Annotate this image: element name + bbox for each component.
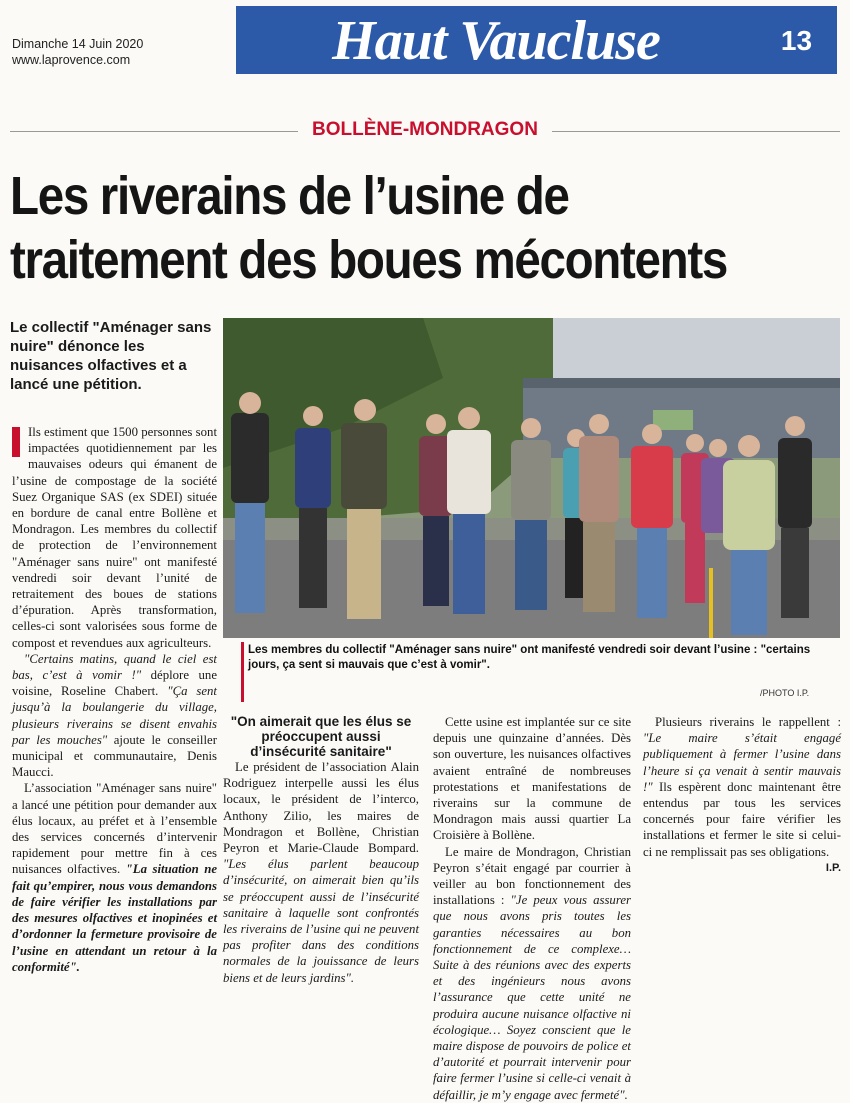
body-paragraph-5: Cette usine est implantée sur ce site depuis une quinzaine d’années. Dès son ouverture, les nuisances olfactives avaient entraîné de nombreuses protestations et manifestations de riverains sur la commune de Mondragon mais aussi quartier La Croisière à Bollène.: [433, 715, 631, 843]
lead-paragraph: Le collectif "Aménager sans nuire" dénonce les nuisances olfactives et a lancé une pétition.: [10, 319, 212, 393]
article-photo: [223, 318, 840, 638]
website-link[interactable]: www.laprovence.com: [12, 53, 131, 67]
body-paragraph-6: [433, 844, 631, 1103]
body-column-3: [433, 714, 631, 1103]
caption-accent-bar: [241, 642, 244, 702]
residents-quote: "Le maire s’était engagé publiquement à fermer l’usine dans l’heure si ça venait à sentir mauvais !": [643, 731, 841, 794]
quote-maucci: "Ça sent jusqu’à la boulangerie du village, plusieurs riverains se disent envahis par les mouches": [12, 684, 217, 747]
page-number: 13: [780, 25, 813, 56]
residents-text-2: Ils espèrent donc maintenant être entendus par tous les services concernés pour faire vérifier les installations et fermer le site si celui-ci ne remplissait pas ses obligations.: [643, 779, 841, 859]
subheading: "On aimerait que les élus se préoccupent aussi d’insécurité sanitaire": [230, 714, 412, 759]
body-paragraph-3: [12, 780, 217, 974]
attribution-maucci: ajoute le conseiller municipal et communautaire, Denis Maucci.: [12, 732, 217, 780]
dropcap-marker: [12, 427, 20, 457]
body-column-1: [12, 424, 217, 975]
photo-credit: /PHOTO I.P.: [760, 688, 810, 698]
photo-illustration: [223, 318, 840, 638]
section-rule-right: [552, 131, 840, 132]
section-rule-left: [10, 131, 298, 132]
headline-line-1: Les riverains de l’usine de: [10, 166, 569, 226]
body-column-4: [643, 714, 841, 876]
quote-chabert: "Certains matins, quand le ciel est bas, c’est à vomir !": [12, 651, 217, 683]
body-paragraph-7: [643, 714, 841, 860]
president-text: Le président de l’association Alain Rodriguez interpelle aussi les élus locaux, le président de l’interco, Anthony Zilio, les maires de Mondragon et Bollène, Christian Peyron et Marie-Claude Bompard.: [223, 760, 419, 856]
section-label: BOLLÈNE-MONDRAGON: [298, 117, 552, 143]
mayor-text: Le maire de Mondragon, Christian Peyron s’était engagé par courrier à veiller au bon fonctionnement des installations :: [433, 844, 631, 908]
headline: [10, 164, 745, 292]
body-paragraph-2: [12, 651, 217, 781]
mayor-quote: "Je peux vous assurer que nous avons pris toutes les garanties nécessaires au bon fonctionnement de ce complexe… Suite à des réunions avec des experts et des ingénieurs nous avons l’assurance que cette unité ne produira aucune nuisance olfactive ni écologique… Soyez conscient que le maire dispose de pouvoirs de police et d’autorité et pourrait intervenir pour faire fermer l’usine si celle-ci venait à défaillir, je m’y engage avec fermeté".: [433, 893, 631, 1102]
body-paragraph-4: [223, 759, 419, 986]
body-paragraph-1: Ils estiment que 1500 personnes sont impactées quotidiennement par les mauvaises odeurs qui émanent de l’usine de compostage de la société Suez Organique SAS (ex SDEI) située en bordure de canal entre Bollène et Mondragon. Les membres du collectif de protection de l’environnement "Aménager sans nuire" ont manifesté vendredi soir devant l’unité de retraitement des boues de stations d’épuration. Après transformation, celles-ci sont valorisées sous forme de compost et revendues aux agriculteurs.: [12, 425, 217, 650]
attribution-chabert: déplore une voisine, Roseline Chabert.: [12, 668, 217, 699]
issue-date: Dimanche 14 Juin 2020: [12, 37, 144, 51]
photo-caption: Les membres du collectif "Aménager sans nuire" ont manifesté vendredi soir devant l’usine : "certains jours, ça sent si mauvais que c’est à vomir".: [248, 644, 811, 671]
president-quote: "Les élus parlent beaucoup d’insécurité, on aimerait bien qu’ils se préoccupent aussi de l’insécurité sanitaire à laquelle sont confrontés les riverains de l’usine qui ne peuvent pas profiter dans des conditions normales de la jouissance de leurs biens et de leurs jardins".: [223, 857, 419, 985]
residents-text: Plusieurs riverains le rappellent :: [655, 715, 841, 729]
date-block: [12, 36, 143, 68]
body-column-2: [223, 714, 419, 986]
banner-title: Haut Vaucluse: [332, 10, 660, 72]
petition-text: L’association "Aménager sans nuire" a lancé une pétition pour demander aux élus locaux, au préfet et à l’ensemble des services concernés d’intervenir rapidement pour mettre fin à ces nuisances olfactives.: [12, 781, 217, 877]
author-signature: I.P.: [825, 861, 841, 874]
petition-quote: "La situation ne fait qu’empirer, nous vous demandons de faire vérifier les installations par des mesures olfactives et inopinées et d’ordonner la fermeture provisoire de l’usine en attendant un retour à la conformité".: [12, 862, 217, 974]
headline-line-2: traitement des boues mécontents: [10, 230, 727, 290]
